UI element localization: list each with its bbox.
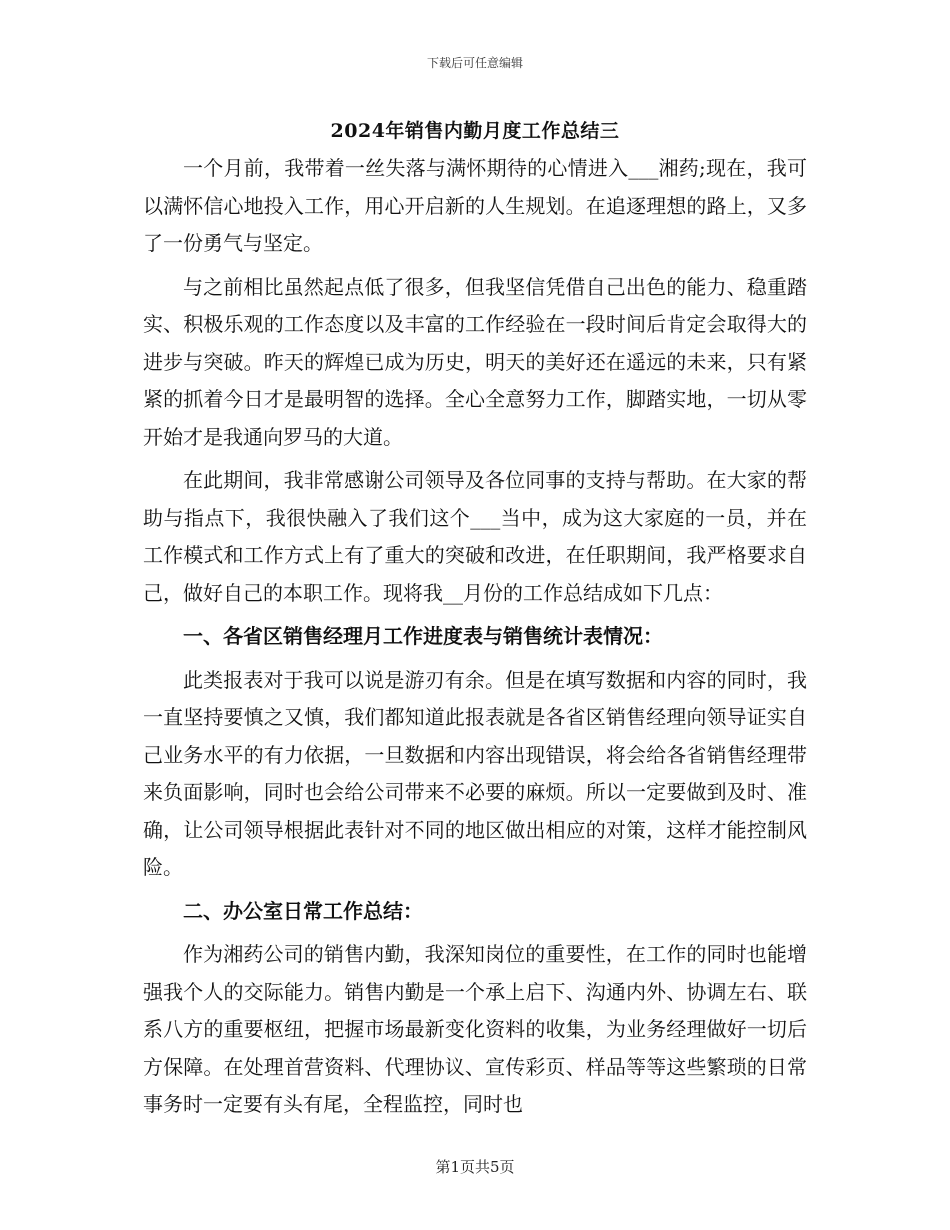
section-heading-office: 二、办公室日常工作总结： <box>183 898 423 923</box>
document-title: 2024年销售内勤月度工作总结三 <box>330 120 620 142</box>
page-footer: 第1页共5页 <box>435 1158 515 1176</box>
paragraph-gratitude: 在此期间，我非常感谢公司领导及各位同事的支持与帮助。在大家的帮助与指点下，我很快融入了我们这个___当中，成为这大家庭的一员，并在工作模式和工作方式上有了重大的突破和改进，在任职期间，我严格要求自己，做好自己的本职工作。现将我__月份的工作总结成如下几点： <box>143 468 807 605</box>
paragraph-comparison: 与之前相比虽然起点低了很多，但我坚信凭借自己出色的能力、稳重踏实、积极乐观的工作态度以及丰富的工作经验在一段时间后肯定会取得大的进步与突破。昨天的辉煌已成为历史，明天的美好还在遥远的未来，只有紧紧的抓着今日才是最明智的选择。全心全意努力工作，脚踏实地，一切从零开始才是我通向罗马的大道。 <box>143 274 807 449</box>
header-note: 下载后可任意编辑 <box>426 56 523 70</box>
paragraph-office: 作为湘药公司的销售内勤，我深知岗位的重要性，在工作的同时也能增强我个人的交际能力。销售内勤是一个承上启下、沟通内外、协调左右、联系八方的重要枢纽，把握市场最新变化资料的收集，为业务经理做好一切后方保障。在处理首营资料、代理协议、宣传彩页、样品等等这些繁琐的日常事务时一定要有头有尾，全程监控，同时也 <box>143 942 807 1116</box>
paragraph-intro: 一个月前，我带着一丝失落与满怀期待的心情进入___湘药;现在，我可以满怀信心地投入工作，用心开启新的人生规划。在追逐理想的路上，又多了一份勇气与坚定。 <box>143 156 807 255</box>
paragraph-reports: 此类报表对于我可以说是游刃有余。但是在填写数据和内容的同时，我一直坚持要慎之又慎，我们都知道此报表就是各省区销售经理向领导证实自己业务水平的有力依据，一旦数据和内容出现错误，将会给各省销售经理带来负面影响，同时也会给公司带来不必要的麻烦。所以一定要做到及时、准确，让公司领导根据此表针对不同的地区做出相应的对策，这样才能控制风险。 <box>143 667 807 879</box>
section-heading-reports: 一、各省区销售经理月工作进度表与销售统计表情况： <box>183 624 663 648</box>
document-body <box>143 150 807 1130</box>
